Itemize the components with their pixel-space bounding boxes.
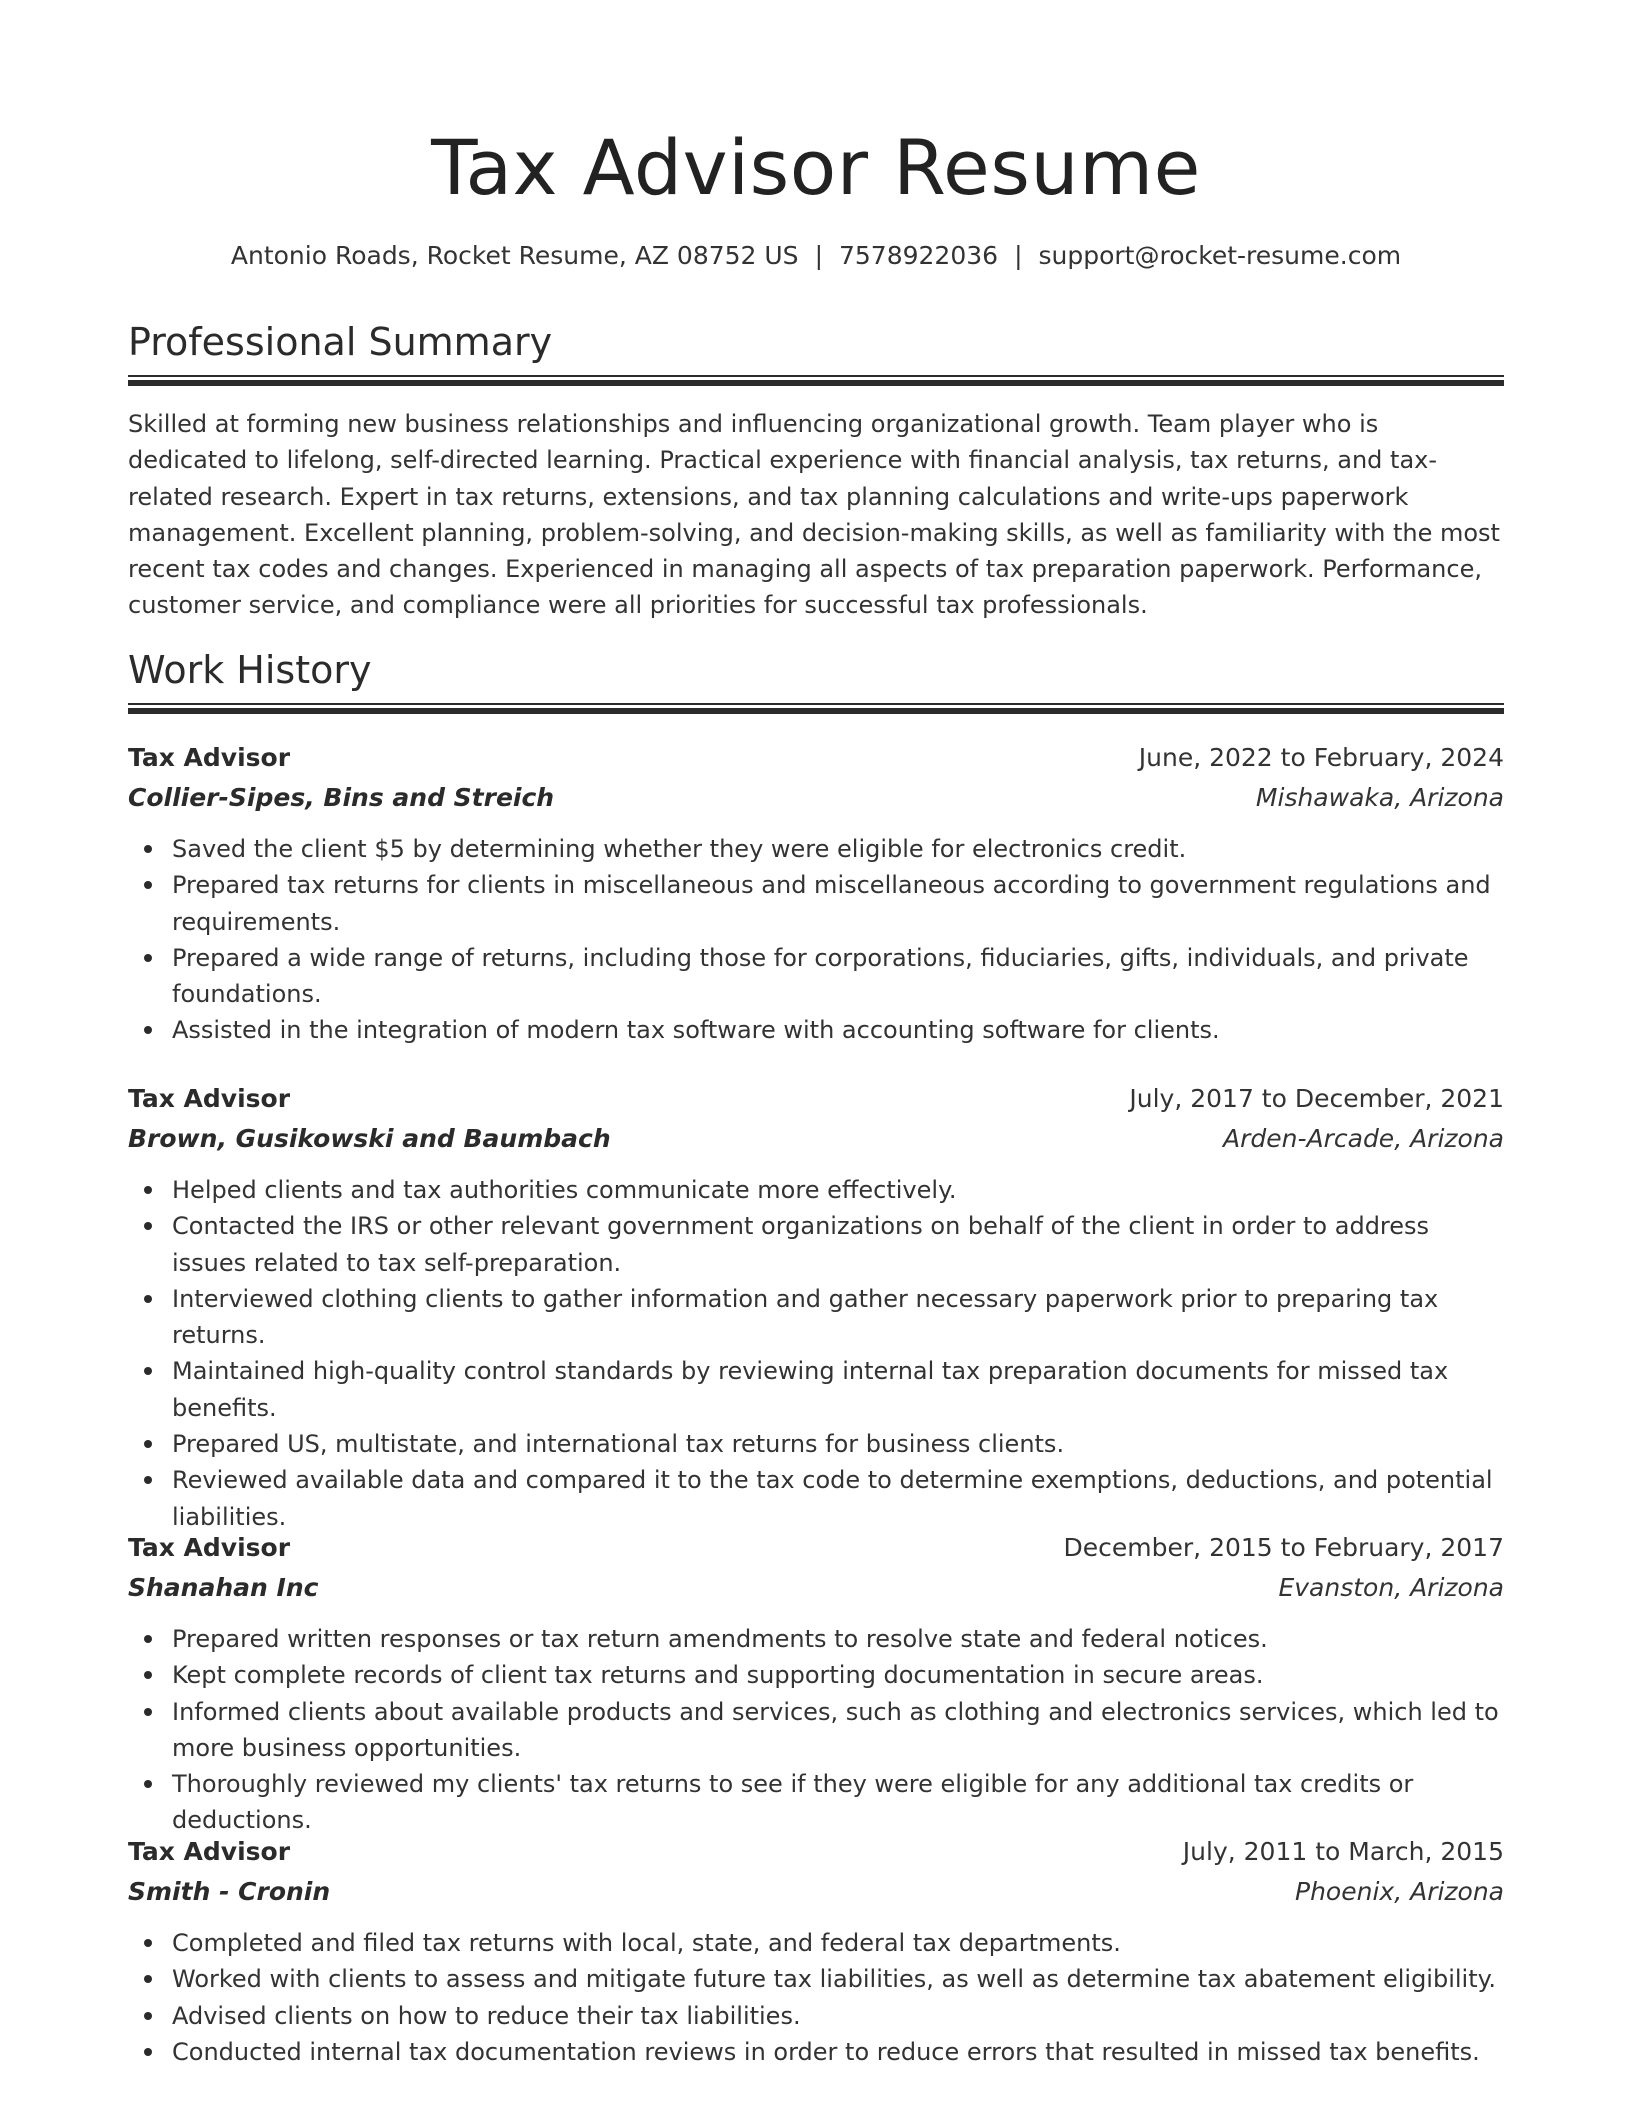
job-location: Phoenix, Arizona [1295, 1877, 1504, 1906]
job-dates: December, 2015 to February, 2017 [1063, 1533, 1504, 1562]
section-divider [128, 375, 1504, 386]
list-item: Prepared a wide range of returns, including those for corporations, fiduciaries, gifts, individuals, and private foundations. [128, 940, 1504, 1013]
section-title-work-history: Work History [128, 648, 372, 692]
resume-title: Tax Advisor Resume [431, 123, 1201, 212]
summary-text: Skilled at forming new business relationships and influencing organizational growth. Team player who is dedicated to lifelong, self-directed learning. Practical experience with financial analysis, tax returns, and tax-related research. Expert in tax returns, extensions, and tax planning calculations and write-ups paperwork management. Excellent planning, problem-solving, and decision-making skills, as well as familiarity with the most recent tax codes and changes. Experienced in managing all aspects of tax preparation paperwork. Performance, customer service, and compliance were all priorities for successful tax professionals. [128, 410, 1500, 620]
job-company: Collier-Sipes, Bins and Streich [128, 783, 555, 812]
job-entry [128, 1079, 1504, 1535]
contact-email: support@rocket-resume.com [1038, 241, 1402, 270]
job-location: Evanston, Arizona [1278, 1573, 1504, 1602]
job-location: Mishawaka, Arizona [1255, 783, 1504, 812]
job-company: Smith - Cronin [128, 1877, 331, 1906]
job-company: Brown, Gusikowski and Baumbach [128, 1124, 611, 1153]
job-subheader [128, 1119, 1504, 1159]
section-divider [128, 703, 1504, 714]
job-dates: July, 2017 to December, 2021 [1129, 1084, 1504, 1113]
list-item: Completed and filed tax returns with local, state, and federal tax departments. [128, 1925, 1504, 1961]
job-dates: July, 2011 to March, 2015 [1182, 1837, 1504, 1866]
list-item: Interviewed clothing clients to gather information and gather necessary paperwork prior to preparing tax returns. [128, 1281, 1504, 1354]
contact-separator: | [1014, 241, 1023, 270]
job-header [128, 1832, 1504, 1872]
list-item: Prepared written responses or tax return amendments to resolve state and federal notices. [128, 1621, 1504, 1657]
contact-address: Antonio Roads, Rocket Resume, AZ 08752 US [230, 241, 799, 270]
job-subheader [128, 778, 1504, 818]
contact-phone: 7578922036 [839, 241, 999, 270]
job-bullets [128, 831, 1504, 1049]
list-item: Helped clients and tax authorities communicate more effectively. [128, 1172, 1504, 1208]
list-item: Thoroughly reviewed my clients' tax returns to see if they were eligible for any additional tax credits or deductions. [128, 1766, 1504, 1839]
job-entry [128, 738, 1504, 1049]
job-entry [128, 1832, 1504, 2070]
contact-line [128, 238, 1504, 274]
job-entry [128, 1528, 1504, 1839]
list-item: Reviewed available data and compared it to the tax code to determine exemptions, deductions, and potential liabilities. [128, 1462, 1504, 1535]
list-item: Conducted internal tax documentation reviews in order to reduce errors that resulted in missed tax benefits. [128, 2034, 1504, 2070]
list-item: Maintained high-quality control standards by reviewing internal tax preparation documents for missed tax benefits. [128, 1353, 1504, 1426]
list-item: Prepared US, multistate, and international tax returns for business clients. [128, 1426, 1504, 1462]
list-item: Saved the client $5 by determining whether they were eligible for electronics credit. [128, 831, 1504, 867]
job-header [128, 1079, 1504, 1119]
job-header [128, 738, 1504, 778]
list-item: Prepared tax returns for clients in miscellaneous and miscellaneous according to government regulations and requirements. [128, 867, 1504, 940]
job-dates: June, 2022 to February, 2024 [1138, 743, 1504, 772]
list-item: Kept complete records of client tax returns and supporting documentation in secure areas. [128, 1657, 1504, 1693]
section-title-summary: Professional Summary [128, 320, 553, 364]
job-bullets [128, 1925, 1504, 2070]
list-item: Contacted the IRS or other relevant government organizations on behalf of the client in order to address issues related to tax self-preparation. [128, 1208, 1504, 1281]
job-company: Shanahan Inc [128, 1573, 319, 1602]
job-title: Tax Advisor [128, 1837, 291, 1866]
job-bullets [128, 1172, 1504, 1535]
job-location: Arden-Arcade, Arizona [1223, 1124, 1504, 1153]
job-title: Tax Advisor [128, 1533, 291, 1562]
job-bullets [128, 1621, 1504, 1839]
list-item: Advised clients on how to reduce their tax liabilities. [128, 1998, 1504, 2034]
list-item: Assisted in the integration of modern tax software with accounting software for clients. [128, 1012, 1504, 1048]
list-item: Worked with clients to assess and mitigate future tax liabilities, as well as determine tax abatement eligibility. [128, 1961, 1504, 1997]
job-title: Tax Advisor [128, 1084, 291, 1113]
job-subheader [128, 1872, 1504, 1912]
job-title: Tax Advisor [128, 743, 291, 772]
contact-separator: | [814, 241, 823, 270]
job-header [128, 1528, 1504, 1568]
job-subheader [128, 1568, 1504, 1608]
list-item: Informed clients about available products and services, such as clothing and electronics services, which led to more business opportunities. [128, 1694, 1504, 1767]
